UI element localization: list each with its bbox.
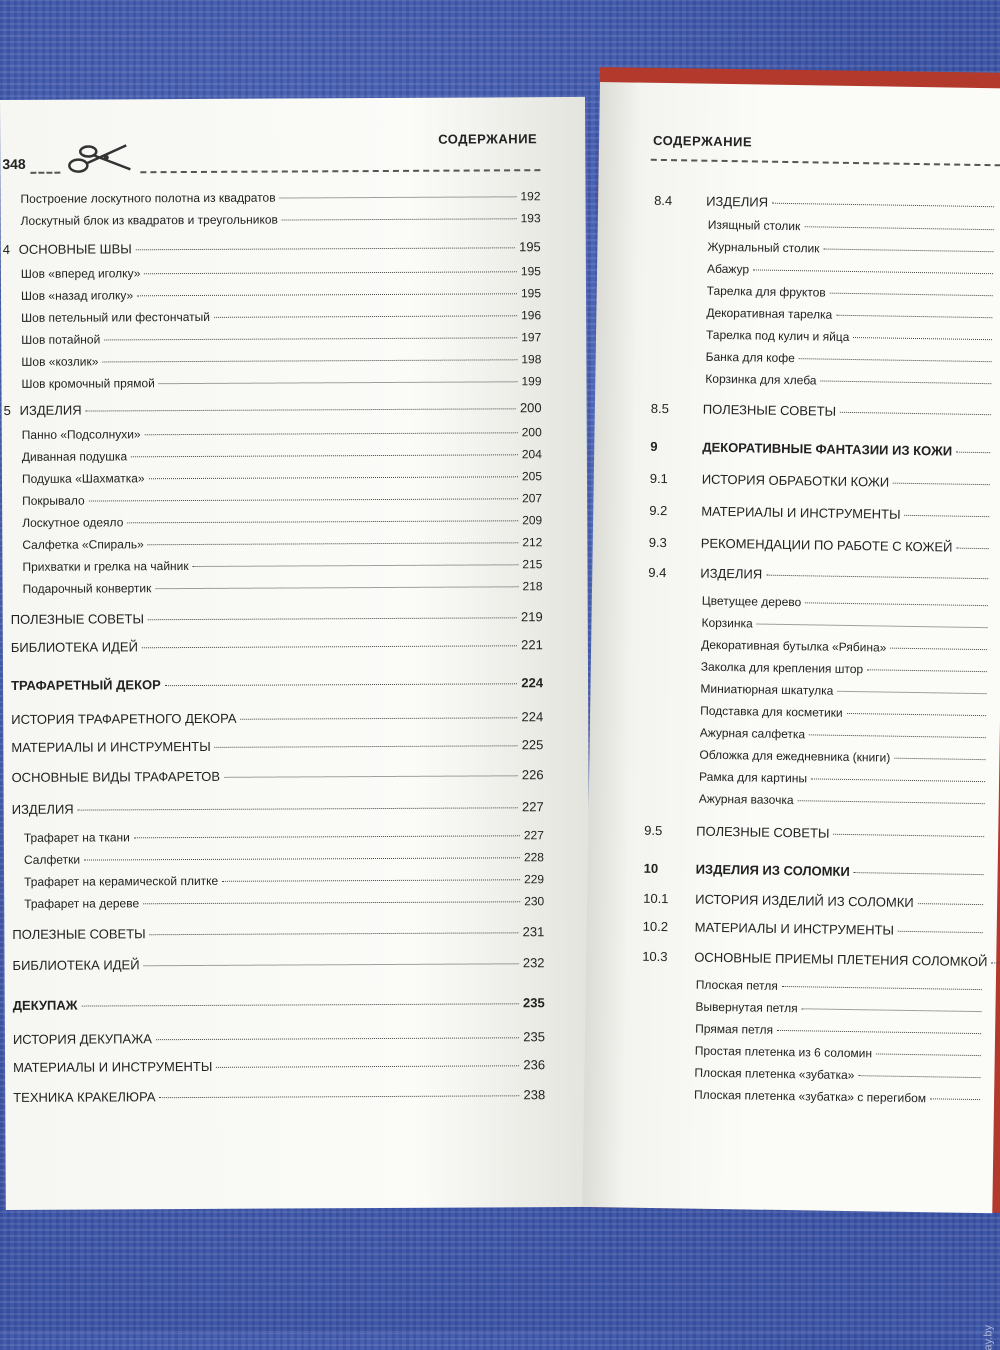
section-number: 9.3	[648, 534, 667, 551]
dot-leader	[149, 476, 518, 479]
entry-page-number: 195	[520, 286, 542, 301]
entry-title: Простая плетенка из 6 соломин	[694, 1043, 873, 1061]
entry-title: БИБЛИОТЕКА ИДЕЙ	[10, 639, 138, 655]
toc-entry	[694, 1066, 984, 1085]
entry-title: Салфетки	[23, 852, 81, 867]
dot-leader	[798, 800, 985, 804]
dot-leader	[853, 337, 992, 340]
dot-leader	[930, 1098, 980, 1100]
dot-leader	[144, 271, 517, 274]
dot-leader	[837, 691, 986, 694]
page-header: СОДЕРЖАНИЕ	[438, 131, 538, 147]
entry-title: Банка для кофе	[705, 349, 795, 366]
dot-leader	[86, 408, 516, 411]
dot-leader	[136, 247, 515, 250]
entry-title: Обложка для ежедневника (книги)	[699, 747, 891, 765]
section-number: 10.2	[642, 918, 669, 935]
toc-entry	[21, 264, 541, 281]
entry-title: БИБЛИОТЕКА ИДЕЙ	[12, 957, 140, 973]
entry-title: Подушка «Шахматка»	[21, 471, 145, 486]
toc-entry	[643, 891, 987, 911]
dot-leader	[918, 903, 983, 905]
entry-title: Построение лоскутного полотна из квадратов	[20, 190, 276, 206]
header-divider	[651, 159, 1000, 167]
toc-entry	[22, 535, 542, 552]
entry-title: Шов «назад иголку»	[20, 288, 134, 303]
section-number: 9	[650, 438, 658, 454]
dot-leader	[766, 575, 988, 579]
dot-leader	[127, 520, 518, 523]
dot-leader	[144, 963, 519, 966]
entry-page-number: 227	[523, 828, 544, 843]
entry-title: Трафарет на керамической плитке	[24, 873, 219, 889]
section-number: 10.3	[642, 948, 668, 965]
entry-page-number: 226	[521, 767, 544, 783]
toc-entry	[644, 823, 988, 843]
toc-entry	[22, 513, 542, 530]
entry-title: Плоская плетенка «зубатка»	[694, 1065, 855, 1083]
toc-entry	[705, 372, 995, 391]
entry-title: Ажурная вазочка	[698, 791, 794, 808]
toc-entry	[694, 1088, 984, 1107]
entry-title: ТРАФАРЕТНЫЙ ДЕКОР	[11, 677, 161, 693]
dot-leader	[134, 835, 520, 838]
section-number: 10.1	[643, 890, 669, 907]
dot-leader	[102, 359, 517, 362]
dot-leader	[830, 293, 993, 297]
dot-leader	[280, 196, 517, 198]
entry-title: ИСТОРИЯ ОБРАБОТКИ КОЖИ	[701, 471, 890, 490]
toc-entry	[700, 726, 990, 745]
entry-page-number: 207	[522, 491, 543, 506]
section-number: 4	[2, 241, 11, 257]
toc-entry	[23, 579, 543, 596]
dot-leader	[137, 293, 517, 296]
entry-page-number: 235	[522, 995, 545, 1011]
dot-leader	[214, 315, 517, 318]
dot-leader	[956, 452, 990, 454]
entry-page-number: 236	[523, 1057, 546, 1073]
dot-leader	[823, 249, 993, 253]
entry-page-number: 199	[521, 374, 542, 389]
dot-leader	[82, 1003, 520, 1006]
dot-leader	[131, 454, 518, 457]
entry-page-number: 230	[524, 894, 545, 909]
toc-entry	[695, 1044, 985, 1063]
dot-leader	[282, 218, 517, 220]
toc-entry	[701, 616, 991, 635]
dot-leader	[858, 1075, 980, 1078]
entry-title: Прямая петля	[695, 1021, 774, 1037]
entry-title: Плоская плетенка «зубатка» с перегибом	[693, 1087, 927, 1106]
entry-title: ИСТОРИЯ ИЗДЕЛИЙ ИЗ СОЛОМКИ	[695, 891, 914, 911]
dot-leader	[836, 315, 992, 318]
dot-leader	[802, 1008, 982, 1012]
page-header: СОДЕРЖАНИЕ	[652, 132, 753, 150]
toc-entry	[651, 401, 995, 421]
entry-title: Тарелка для фруктов	[706, 283, 826, 300]
section-number: 8.4	[654, 192, 673, 209]
section-number: 10	[643, 860, 659, 877]
toc-entry	[11, 709, 543, 727]
entry-title: Плоская петля	[695, 977, 778, 993]
toc-entry	[3, 400, 542, 418]
entry-title: Корзинка	[701, 615, 753, 631]
entry-title: ПОЛЕЗНЫЕ СОВЕТЫ	[12, 926, 146, 942]
toc-entry	[12, 767, 544, 785]
entry-title: Декоративная бутылка «Рябина»	[701, 637, 887, 655]
toc-entry	[695, 1000, 985, 1019]
toc-entry	[700, 682, 990, 701]
entry-page-number: 197	[521, 330, 542, 345]
entry-title: Шов «вперед иголку»	[20, 266, 141, 281]
toc-entry	[699, 792, 989, 811]
entry-title: Шов «козлик»	[21, 354, 99, 369]
section-number: 8.5	[650, 400, 670, 417]
toc-entry	[12, 799, 544, 817]
entry-page-number: 212	[522, 535, 543, 550]
toc-entry	[21, 374, 541, 391]
entry-title: ИСТОРИЯ ДЕКУПАЖА	[12, 1031, 152, 1047]
entry-title: ПОЛЕЗНЫЕ СОВЕТЫ	[696, 823, 830, 841]
dot-leader	[216, 1065, 519, 1068]
entry-title: Подставка для косметики	[700, 703, 843, 720]
toc-entry	[649, 503, 993, 523]
entry-title: ИЗДЕЛИЯ	[700, 565, 763, 582]
entry-title: ИЗДЕЛИЯ	[11, 801, 74, 817]
entry-title: Вывернутая петля	[695, 999, 798, 1016]
entry-title: МАТЕРИАЛЫ И ИНСТРУМЕНТЫ	[694, 919, 895, 938]
entry-page-number: 205	[521, 469, 543, 484]
entry-title: ПОЛЕЗНЫЕ СОВЕТЫ	[702, 401, 837, 419]
entry-title: ИСТОРИЯ ТРАФАРЕТНОГО ДЕКОРА	[11, 710, 237, 727]
dot-leader	[145, 432, 518, 435]
entry-title: ПОЛЕЗНЫЕ СОВЕТЫ	[10, 611, 145, 627]
entry-page-number: 195	[519, 239, 541, 255]
toc-entry	[707, 284, 997, 303]
entry-title: ДЕКУПАЖ	[12, 997, 78, 1013]
entry-page-number: 200	[521, 425, 542, 440]
dot-leader	[854, 872, 984, 875]
dot-leader	[215, 745, 518, 748]
dot-leader	[898, 931, 983, 933]
toc-entry	[642, 949, 986, 969]
entry-page-number: 192	[520, 189, 541, 204]
entry-page-number: 229	[524, 872, 545, 887]
entry-title: ТЕХНИКА КРАКЕЛЮРА	[13, 1089, 156, 1105]
dot-leader	[159, 381, 518, 384]
dot-leader	[777, 1030, 981, 1034]
dot-leader	[811, 778, 985, 782]
dot-leader	[956, 548, 988, 550]
entry-page-number: 225	[521, 737, 544, 753]
entry-title: ОСНОВНЫЕ ШВЫ	[18, 241, 132, 257]
dot-leader	[160, 1095, 520, 1098]
entry-title: ДЕКОРАТИВНЫЕ ФАНТАЗИИ ИЗ КОЖИ	[702, 439, 953, 459]
toc-entry	[20, 189, 540, 206]
toc-entry	[22, 557, 542, 574]
entry-title: ОСНОВНЫЕ ВИДЫ ТРАФАРЕТОВ	[11, 768, 221, 785]
dot-leader	[799, 358, 992, 362]
dot-leader	[78, 807, 518, 810]
dot-leader	[241, 717, 518, 719]
entry-page-number: 219	[520, 609, 543, 625]
toc-entry	[24, 872, 544, 889]
entry-title: Подарочный конвертик	[22, 581, 152, 596]
entry-page-number: 195	[520, 264, 541, 279]
entry-title: Корзинка для хлеба	[705, 371, 817, 388]
toc-entry	[13, 1087, 545, 1105]
dot-leader	[155, 586, 518, 589]
entry-title: Трафарет на ткани	[23, 830, 130, 845]
dot-leader	[833, 834, 984, 837]
entry-title: ОСНОВНЫЕ ПРИЕМЫ ПЛЕТЕНИЯ СОЛОМКОЙ	[694, 949, 988, 970]
toc-entry	[11, 637, 543, 655]
header-divider	[30, 172, 60, 174]
dot-leader	[991, 962, 999, 963]
toc-entry	[699, 770, 989, 789]
toc-entry	[11, 609, 543, 627]
entry-title: Тарелка под кулич и яйца	[705, 327, 850, 344]
entry-title: Трафарет на дереве	[24, 896, 140, 911]
entry-page-number: 227	[521, 799, 544, 815]
dot-leader	[84, 857, 520, 860]
toc-entry	[12, 955, 544, 973]
dot-leader	[890, 648, 987, 651]
entry-page-number: 218	[522, 579, 543, 594]
dot-leader	[104, 337, 517, 340]
entry-title: РЕКОМЕНДАЦИИ ПО РАБОТЕ С КОЖЕЙ	[700, 535, 953, 555]
watermark: ay.by	[982, 1325, 994, 1350]
entry-title: Лоскутный блок из квадратов и треугольников	[20, 212, 278, 228]
dot-leader	[821, 381, 992, 385]
entry-page-number: 224	[521, 675, 544, 691]
entry-page-number: 221	[521, 637, 543, 653]
dot-leader	[222, 879, 520, 882]
entry-title: ИЗДЕЛИЯ	[706, 193, 769, 210]
section-number: 9.1	[649, 470, 668, 487]
toc-entry	[708, 218, 998, 237]
toc-entry	[13, 995, 545, 1013]
entry-page-number: 198	[521, 352, 542, 367]
dot-leader	[142, 645, 517, 648]
toc-entry	[24, 894, 544, 911]
dot-leader	[148, 617, 517, 620]
dot-leader	[753, 269, 993, 274]
entry-title: Шов кромочный прямой	[21, 376, 155, 391]
left-page	[0, 97, 591, 1210]
dot-leader	[757, 624, 988, 629]
toc-entry	[12, 924, 544, 942]
entry-page-number: 204	[521, 447, 542, 462]
entry-title: Покрывало	[22, 493, 85, 508]
entry-title: Шов потайной	[21, 332, 101, 347]
entry-page-number: 232	[522, 955, 545, 971]
toc-entry	[22, 469, 542, 486]
entry-title: Шов петельный или фестончатый	[21, 309, 210, 325]
dot-leader	[148, 542, 519, 545]
entry-title: Заколка для крепления штор	[700, 659, 864, 677]
entry-page-number: 231	[522, 924, 545, 940]
dot-leader	[893, 483, 990, 486]
dot-leader	[156, 1037, 519, 1040]
toc-entry	[696, 978, 986, 997]
toc-entry	[707, 262, 997, 281]
dot-leader	[805, 602, 988, 606]
entry-page-number: 215	[522, 557, 543, 572]
dot-leader	[224, 775, 518, 778]
dot-leader	[89, 498, 518, 501]
dot-leader	[840, 412, 991, 415]
entry-title: Прихватки и грелка на чайник	[22, 559, 189, 574]
entry-page-number: 193	[520, 211, 541, 226]
toc-entry	[22, 491, 542, 508]
toc-entry	[24, 828, 544, 845]
dot-leader	[847, 713, 986, 716]
entry-title: Декоративная тарелка	[706, 305, 833, 322]
toc-entry	[706, 350, 996, 369]
scissors-icon	[66, 139, 138, 179]
toc-entry	[699, 748, 989, 767]
toc-entry	[648, 565, 992, 585]
right-page	[582, 82, 1000, 1213]
section-number: 5	[3, 402, 11, 418]
entry-page-number: 235	[523, 1029, 545, 1045]
toc-entry	[706, 306, 996, 325]
entry-title: ИЗДЕЛИЯ ИЗ СОЛОМКИ	[695, 861, 850, 880]
toc-entry	[13, 1057, 545, 1075]
toc-entry	[21, 330, 541, 347]
toc-entry	[22, 447, 542, 464]
section-number: 9.4	[648, 564, 667, 581]
toc-entry	[644, 861, 988, 881]
toc-entry	[706, 328, 996, 347]
dot-leader	[165, 683, 518, 686]
entry-page-number: 196	[521, 308, 542, 323]
dot-leader	[876, 1053, 981, 1056]
entry-title: Рамка для картины	[698, 769, 808, 786]
entry-page-number: 224	[521, 709, 544, 725]
toc-entry	[13, 1029, 545, 1047]
entry-title: Цветущее дерево	[701, 593, 802, 610]
entry-page-number: 209	[522, 513, 543, 528]
entry-title: Диванная подушка	[21, 449, 128, 464]
dot-leader	[772, 203, 994, 207]
toc-entry	[650, 471, 994, 491]
dot-leader	[193, 564, 519, 567]
entry-page-number: 228	[523, 850, 545, 865]
toc-entry	[2, 239, 541, 257]
toc-entry	[21, 286, 541, 303]
toc-entry	[654, 193, 998, 213]
page-number: 348	[2, 155, 26, 172]
dot-leader	[809, 734, 986, 738]
toc-entry	[650, 439, 994, 459]
toc-entry	[701, 660, 991, 679]
dot-leader	[894, 758, 985, 760]
entry-title: МАТЕРИАЛЫ И ИНСТРУМЕНТЫ	[13, 1058, 213, 1075]
entry-title: Панно «Подсолнухи»	[21, 427, 141, 442]
toc-entry	[707, 240, 997, 259]
dot-leader	[905, 515, 990, 517]
header-divider	[140, 169, 540, 173]
entry-title: ИЗДЕЛИЯ	[19, 402, 82, 418]
toc-entry	[701, 638, 991, 657]
toc-entry	[21, 352, 541, 369]
entry-title: Салфетка «Спираль»	[22, 537, 144, 552]
entry-title: Изящный столик	[707, 217, 801, 234]
dot-leader	[150, 932, 519, 935]
entry-title: Журнальный столик	[707, 239, 820, 256]
toc-entry	[11, 675, 543, 693]
dot-leader	[867, 669, 987, 672]
toc-entry	[643, 919, 987, 939]
toc-entry	[21, 211, 541, 228]
entry-title: МАТЕРИАЛЫ И ИНСТРУМЕНТЫ	[11, 738, 211, 755]
entry-title: Ажурная салфетка	[699, 725, 806, 742]
section-number: 9.5	[644, 822, 663, 839]
toc-entry	[21, 308, 541, 325]
toc-entry	[695, 1022, 985, 1041]
entry-title: Миниатюрная шкатулка	[700, 681, 834, 698]
entry-page-number: 238	[523, 1087, 546, 1103]
entry-title: Лоскутное одеяло	[22, 515, 124, 530]
toc-entry	[24, 850, 544, 867]
dot-leader	[143, 901, 520, 904]
toc-entry	[700, 704, 990, 723]
entry-page-number: 200	[519, 400, 542, 416]
dot-leader	[782, 986, 982, 990]
toc-entry	[702, 594, 992, 613]
section-number: 9.2	[649, 502, 668, 519]
entry-title: МАТЕРИАЛЫ И ИНСТРУМЕНТЫ	[701, 503, 901, 522]
toc-entry	[11, 737, 543, 755]
dot-leader	[804, 226, 993, 230]
toc-entry	[22, 425, 542, 442]
toc-entry	[649, 535, 993, 555]
entry-title: Абажур	[706, 261, 750, 277]
